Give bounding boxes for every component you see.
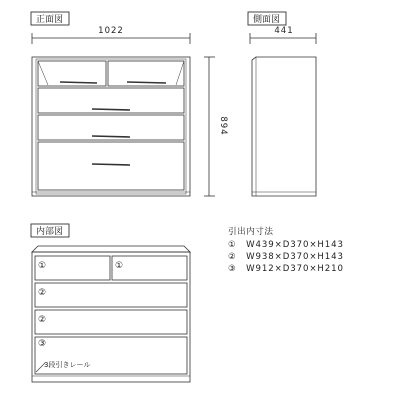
front-handle-2 [127,82,166,83]
interior-view-label: 内部図 [36,227,64,237]
front-drawer-bevel-right [176,61,184,85]
front-handle-1 [60,82,97,83]
front-handle-3 [92,109,130,110]
rail-note: 3段引きレール [44,361,91,369]
spec-row-2: ② W938×D370×H143 [228,252,344,262]
side-view-label: 側面図 [253,15,281,25]
interior-view [31,224,190,382]
interior-drawer-1b [112,256,187,280]
drawer-mark-2b: ② [38,315,47,325]
front-view-label: 正面図 [36,15,64,25]
drawer-mark-3: ③ [38,339,47,349]
front-drawer-4 [38,142,184,190]
depth-dimension-text: 441 [274,26,294,36]
width-dimension-text: 1022 [98,26,124,36]
interior-drawer-2b [35,310,187,334]
front-view [31,12,228,196]
interior-drawer-1a [35,256,110,280]
specs-title: 引出内寸法 [228,227,274,237]
front-drawer-bevel-left [38,61,48,85]
interior-drawer-2a [35,283,187,307]
spec-row-1: ① W439×D370×H143 [228,240,344,250]
height-dimension-text: 894 [218,116,228,136]
front-handle-4 [92,136,130,137]
side-cabinet-body [252,57,316,196]
front-cabinet-body [32,57,190,196]
spec-row-3: ③ W912×D370×H210 [228,264,344,274]
interior-top-board [32,246,190,252]
drawer-mark-1a: ① [38,261,47,271]
front-handle-5 [92,164,130,165]
drawer-mark-1b: ① [115,261,124,271]
drawer-mark-2a: ② [38,288,47,298]
front-cabinet-frame [36,59,186,194]
side-view [248,12,316,196]
